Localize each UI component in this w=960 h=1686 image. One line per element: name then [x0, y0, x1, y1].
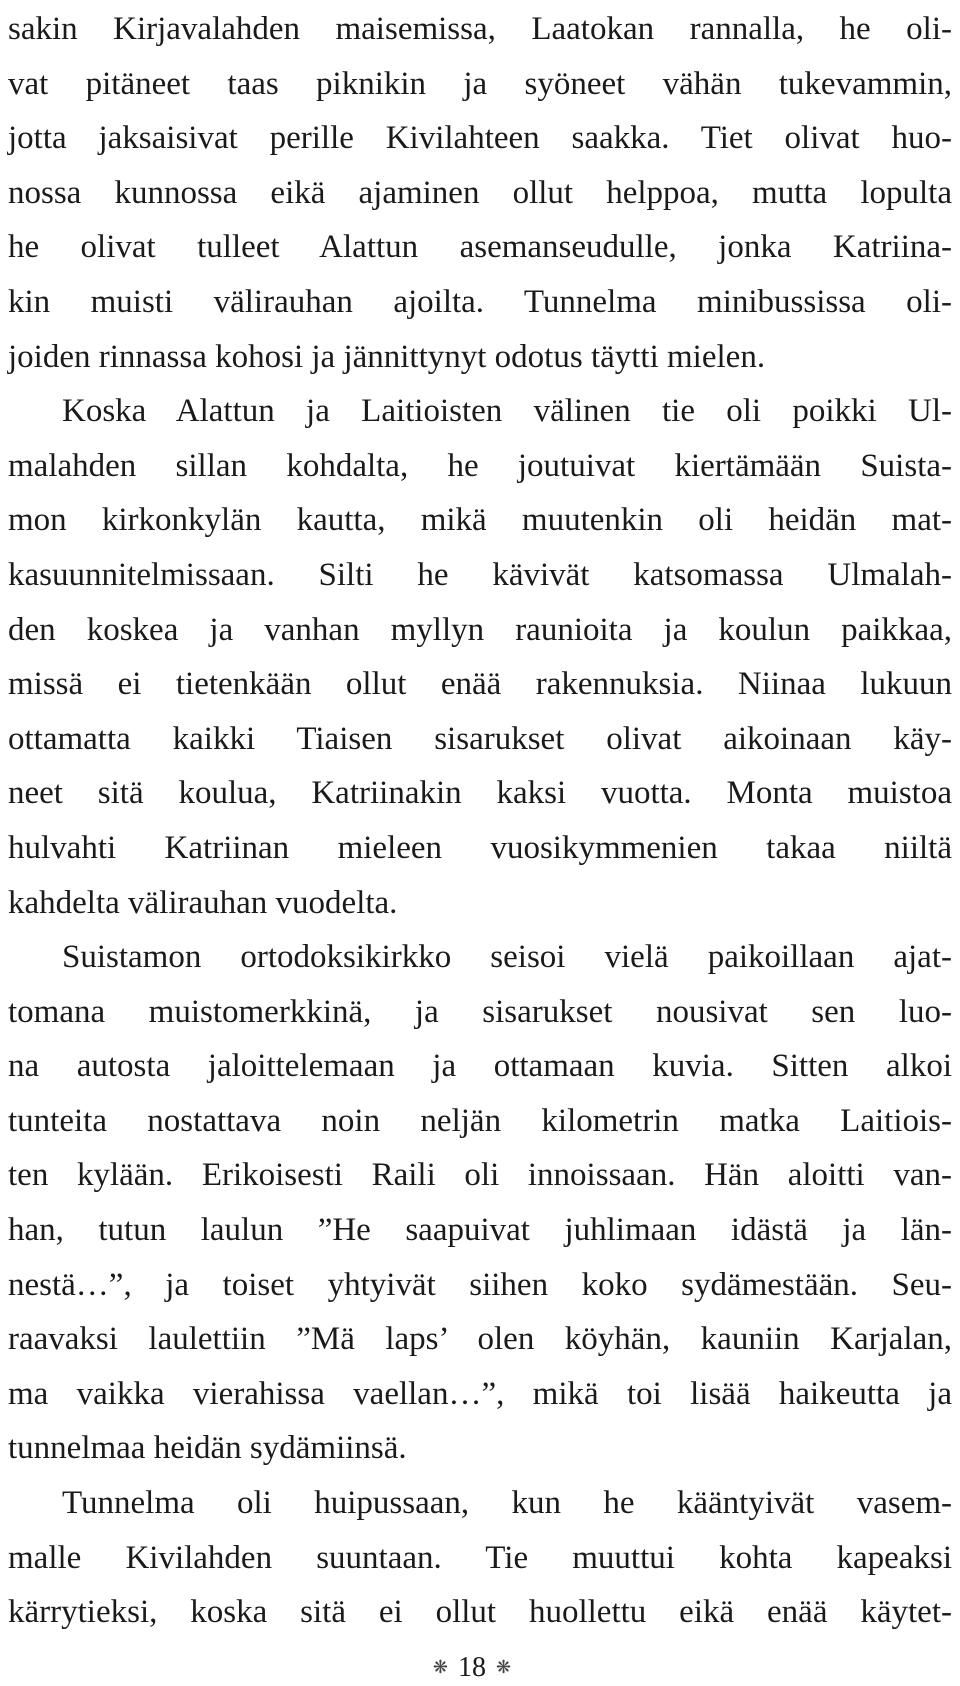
text-line: malahden sillan kohdalta, he joutuivat kiertämään Suista- [8, 447, 952, 484]
text-line: den koskea ja vanhan myllyn raunioita ja koulun paikkaa, [8, 611, 952, 648]
text-line: tunteita nostattava noin neljän kilometrin matka Laitiois- [8, 1102, 952, 1139]
text-line: ten kylään. Erikoisesti Raili oli innoissaan. Hän aloitti van- [8, 1157, 952, 1194]
book-page [8, 2, 952, 1640]
text-line: tomana muistomerkkinä, ja sisarukset nousivat sen luo- [8, 993, 952, 1030]
text-line: sakin Kirjavalahden maisemissa, Laatokan rannalla, he oli- [8, 11, 952, 47]
text-line: Suistamon ortodoksikirkko seisoi vielä paikoillaan ajat- [62, 939, 952, 976]
text-line: nestä…”, ja toiset yhtyivät siihen koko sydämestään. Seu- [8, 1266, 952, 1303]
text-line: mon kirkonkylän kautta, mikä muutenkin oli heidän mat- [8, 502, 952, 539]
text-line: nossa kunnossa eikä ajaminen ollut helppoa, mutta lopulta [8, 174, 952, 211]
page-footer [0, 1652, 944, 1683]
text-line: neet sitä koulua, Katriinakin kaksi vuotta. Monta muistoa [8, 775, 952, 812]
text-line: hulvahti Katriinan mieleen vuosikymmenien takaa niiltä [8, 829, 952, 866]
text-line: raavaksi laulettiin ”Mä laps’ olen köyhän, kauniin Karjalan, [8, 1321, 952, 1358]
text-line: Tunnelma oli huipussaan, kun he kääntyivät vasem- [62, 1485, 952, 1522]
text-line: malle Kivilahden suuntaan. Tie muuttui kohta kapeaksi [8, 1539, 952, 1576]
text-line: ottamatta kaikki Tiaisen sisarukset olivat aikoinaan käy- [8, 720, 952, 757]
text-line: tunnelmaa heidän sydämiinsä. [8, 1430, 407, 1467]
paragraph-1 [8, 2, 952, 384]
text-line: missä ei tietenkään ollut enää rakennuksia. Niinaa lukuun [8, 666, 952, 703]
paragraph-3 [8, 930, 952, 1476]
ornament-right-icon: ❋ [496, 1657, 512, 1677]
text-line: ma vaikka vierahissa vaellan…”, mikä toi lisää haikeutta ja [8, 1375, 952, 1412]
text-line: he olivat tulleet Alattun asemanseudulle, jonka Katriina- [8, 229, 952, 266]
text-line: na autosta jaloittelemaan ja ottamaan kuvia. Sitten alkoi [8, 1048, 952, 1085]
paragraph-2 [8, 384, 952, 930]
text-line: kin muisti välirauhan ajoilta. Tunnelma minibussissa oli- [8, 283, 952, 320]
text-line: joiden rinnassa kohosi ja jännittynyt odotus täytti mielen. [8, 338, 766, 375]
text-line: Koska Alattun ja Laitioisten välinen tie oli poikki Ul- [62, 393, 952, 430]
text-line: kärrytieksi, koska sitä ei ollut huollettu eikä enää käytet- [8, 1594, 952, 1631]
text-line: kasuunnitelmissaan. Silti he kävivät katsomassa Ulmalah- [8, 556, 952, 593]
page-number: 18 [458, 1652, 486, 1683]
paragraph-4 [8, 1476, 952, 1640]
text-line: jotta jaksaisivat perille Kivilahteen saakka. Tiet olivat huo- [8, 120, 952, 157]
text-line: vat pitäneet taas piknikin ja syöneet vähän tukevammin, [8, 65, 952, 102]
text-line: han, tutun laulun ”He saapuivat juhlimaan idästä ja län- [8, 1212, 952, 1249]
ornament-left-icon: ❋ [432, 1657, 448, 1677]
text-line: kahdelta välirauhan vuodelta. [8, 884, 398, 921]
